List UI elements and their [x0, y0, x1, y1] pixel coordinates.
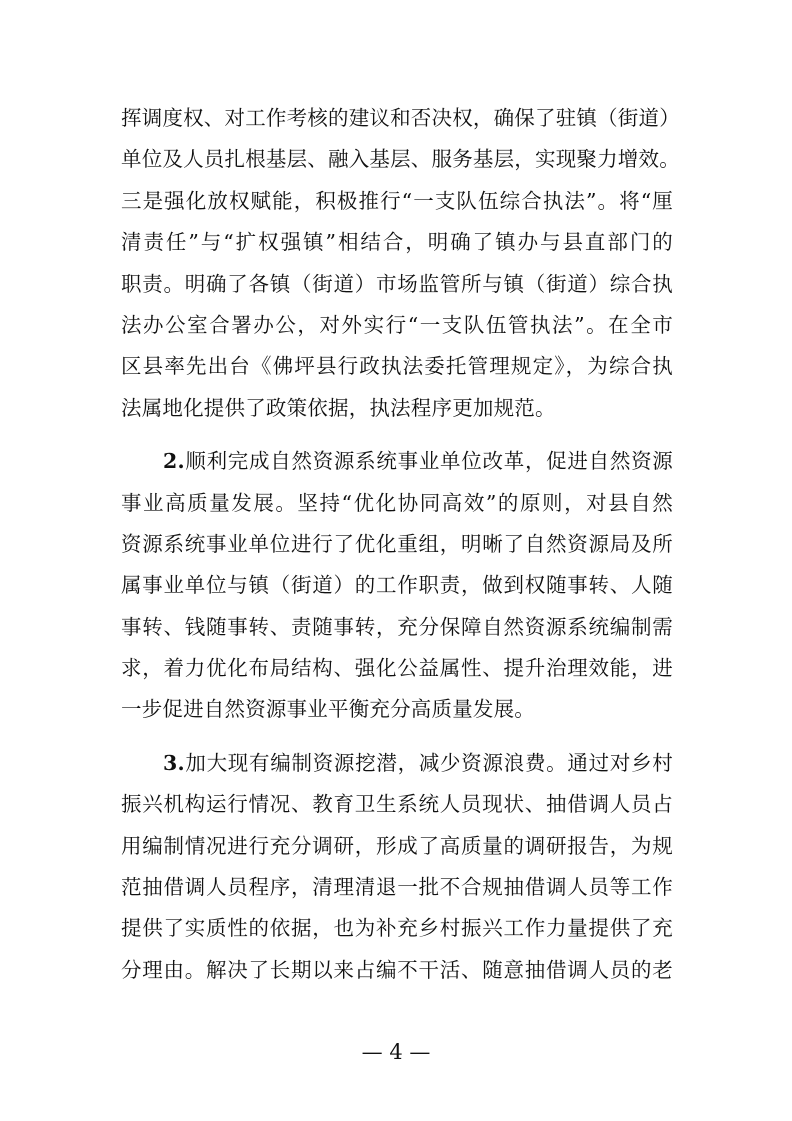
text-line: 区县率先出台《佛坪县行政执法委托管理规定》，为综合执	[121, 354, 673, 379]
text-line: 求，着力优化布局结构、强化公益属性、提升治理效能，进	[121, 656, 673, 681]
text-line: 提供了实质性的依据，也为补充乡村振兴工作力量提供了充	[121, 916, 673, 941]
body-text	[121, 98, 680, 991]
text-line: 清责任”与“扩权强镇”相结合，明确了镇办与县直部门的	[121, 230, 673, 255]
text-line: 范抽借调人员程序，清理清退一批不合规抽借调人员等工作	[121, 875, 673, 900]
text-line: 用编制情况进行充分调研，形成了高质量的调研报告，为规	[121, 833, 673, 858]
section-number: 2.	[163, 449, 185, 474]
text-line: 职责。明确了各镇（街道）市场监管所与镇（街道）综合执	[121, 271, 673, 296]
text-line: 单位及人员扎根基层、融入基层、服务基层，实现聚力增效。	[121, 147, 680, 172]
text-line: 资源系统事业单位进行了优化重组，明晰了自然资源局及所	[121, 531, 673, 556]
paragraph-3	[121, 743, 673, 991]
text-line: 分理由。解决了长期以来占编不干活、随意抽借调人员的老	[121, 957, 673, 982]
text-line: 法办公室合署办公，对外实行“一支队伍管执法”。在全市	[121, 312, 673, 337]
page-number: — 4 —	[361, 1040, 431, 1064]
paragraph-2	[121, 441, 673, 731]
text-line: 法属地化提供了政策依据，执法程序更加规范。	[121, 395, 556, 420]
text-line: 一步促进自然资源事业平衡充分高质量发展。	[121, 697, 535, 722]
text-line: 3.加大现有编制资源挖潜，减少资源浪费。通过对乡村	[163, 750, 673, 775]
text-line: 2.顺利完成自然资源系统事业单位改革，促进自然资源	[163, 449, 673, 474]
section-number: 3.	[163, 750, 185, 775]
text-line: 挥调度权、对工作考核的建议和否决权，确保了驻镇（街道）	[121, 106, 680, 130]
text-line: 三是强化放权赋能，积极推行“一支队伍综合执法”。将“厘	[121, 188, 673, 213]
text-line: 事业高质量发展。坚持“优化协同高效”的原则，对县自然	[121, 490, 673, 515]
text-line: 属事业单位与镇（街道）的工作职责，做到权随事转、人随	[121, 573, 673, 598]
text-line: 事转、钱随事转、责随事转，充分保障自然资源系统编制需	[121, 614, 673, 639]
paragraph-1	[121, 98, 680, 429]
text-line: 振兴机构运行情况、教育卫生系统人员现状、抽借调人员占	[121, 792, 673, 817]
